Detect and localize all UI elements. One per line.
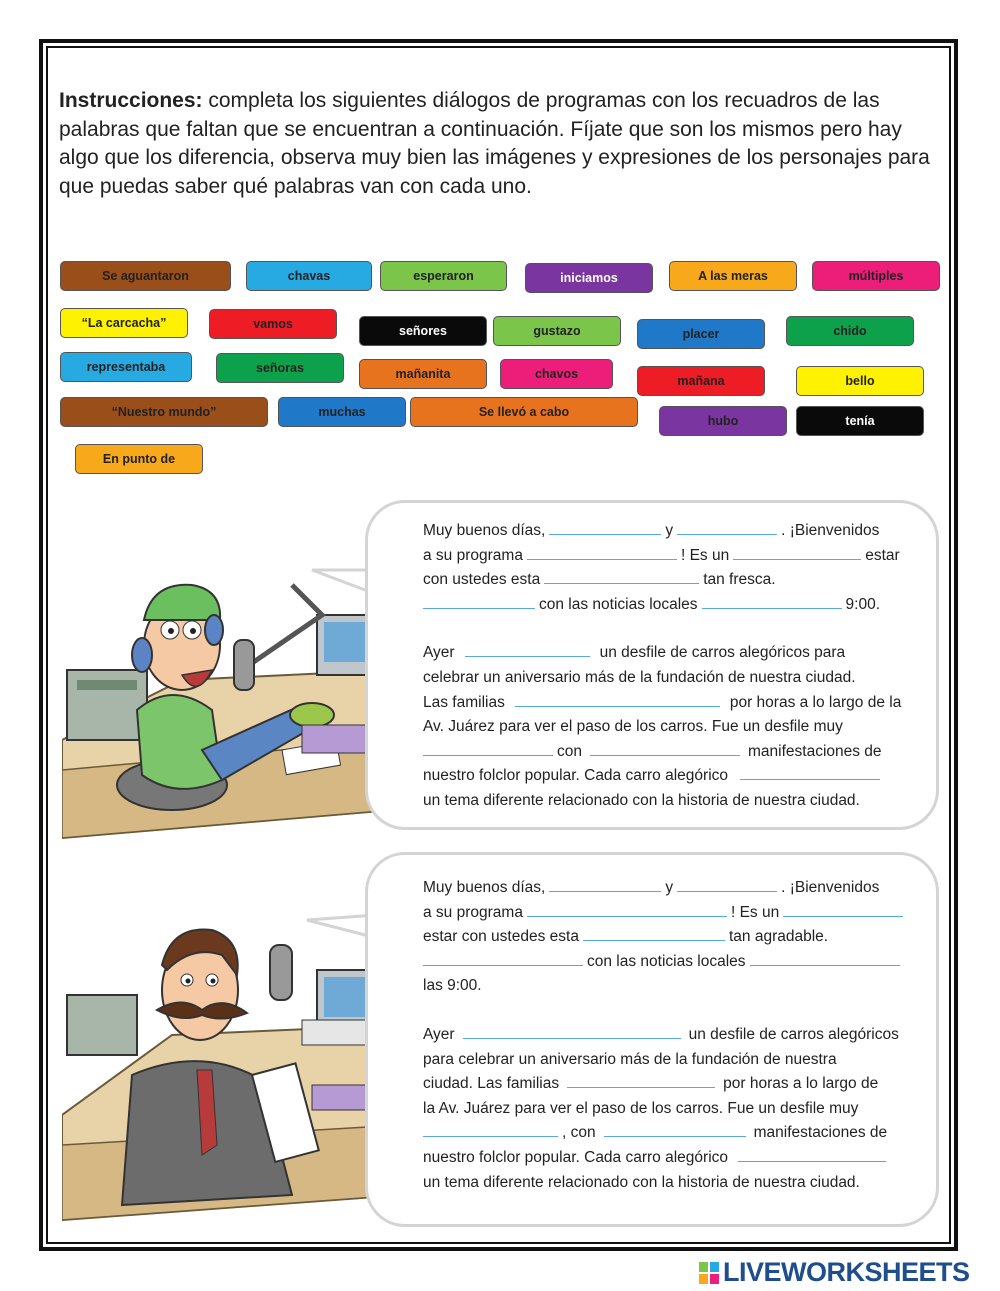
- word-chip[interactable]: iniciamos: [525, 263, 653, 293]
- word-chip[interactable]: bello: [796, 366, 924, 396]
- blank-input[interactable]: [738, 1147, 886, 1162]
- word-chip[interactable]: chavos: [500, 359, 613, 389]
- word-chip[interactable]: mañanita: [359, 359, 487, 389]
- word-chip[interactable]: señoras: [216, 353, 344, 383]
- blank-input[interactable]: [567, 1073, 715, 1088]
- microphone: [234, 640, 254, 690]
- word-chip[interactable]: muchas: [278, 397, 406, 427]
- dialog-1: Muy buenos días, y . ¡Bienvenidos a su programa ! Es un estar con ustedes esta tan fresca. con las noticias locales 9:00. Ayer un desfile de carros alegóricos para celebrar un aniversario más de la fundación de nuestra ciudad. Las familias por horas a lo largo de la Av. Juárez para ver el paso de los carros. Fue un desfile muy con manifestaciones de nuestro folclor popular. Cada carro alegórico un tema diferente relacionado con la historia de nuestra ciudad.: [423, 522, 902, 809]
- word-chip[interactable]: placer: [637, 319, 765, 349]
- instructions-label: Instrucciones:: [59, 89, 203, 112]
- blank-input[interactable]: [549, 877, 661, 892]
- word-chip[interactable]: chido: [786, 316, 914, 346]
- blank-input[interactable]: [515, 692, 720, 707]
- blank-input[interactable]: [750, 951, 900, 966]
- word-chip[interactable]: Se aguantaron: [60, 261, 231, 291]
- word-chip[interactable]: A las meras: [669, 261, 797, 291]
- instructions-paragraph: [59, 87, 944, 201]
- word-chip[interactable]: chavas: [246, 261, 372, 291]
- word-chip[interactable]: gustazo: [493, 316, 621, 346]
- blank-input[interactable]: [423, 951, 583, 966]
- word-chip[interactable]: “Nuestro mundo”: [60, 397, 268, 427]
- microphone: [270, 945, 292, 1000]
- cap: [144, 585, 220, 620]
- word-chip[interactable]: vamos: [209, 309, 337, 339]
- blank-input[interactable]: [783, 902, 903, 917]
- dialog-2: Muy buenos días, y . ¡Bienvenidos a su programa ! Es un estar con ustedes esta tan agradable. con las noticias locales las 9:00. Ayer un desfile de carros alegóricos para celebrar un aniversario más de la fundación de nuestra ciudad. Las familias por horas a lo largo de la Av. Juárez para ver el paso de los carros. Fue un desfile muy , con manifestaciones de nuestro folclor popular. Cada carro alegórico un tema diferente relacionado con la historia de nuestra ciudad.: [423, 876, 907, 1195]
- blank-input[interactable]: [423, 594, 535, 609]
- blank-input[interactable]: [677, 877, 777, 892]
- blank-input[interactable]: [604, 1122, 746, 1137]
- green-shirt: [137, 695, 222, 789]
- word-chip[interactable]: hubo: [659, 406, 787, 436]
- instructions-text: completa los siguientes diálogos de programas con los recuadros de las palabras que faltan que se encuentran a continuación. Fíjate que son los mismos pero hay algo que los diferencia, observa muy bien las imágenes y expresiones de los personajes para que puedas saber qué palabras van con cada uno.: [59, 89, 930, 198]
- blank-input[interactable]: [583, 926, 725, 941]
- word-chip[interactable]: tenía: [796, 406, 924, 436]
- word-chip[interactable]: representaba: [60, 352, 192, 382]
- blank-input[interactable]: [465, 642, 590, 657]
- blank-input[interactable]: [527, 902, 727, 917]
- liveworksheets-brand: LIVEWORKSHEETS: [723, 1257, 970, 1287]
- blank-input[interactable]: [463, 1024, 681, 1039]
- blank-input[interactable]: [740, 765, 880, 780]
- headphones-icon: [132, 638, 152, 672]
- liveworksheets-logo: [698, 1257, 970, 1288]
- blank-input[interactable]: [544, 569, 699, 584]
- word-chip[interactable]: esperaron: [380, 261, 507, 291]
- blank-input[interactable]: [423, 1122, 558, 1137]
- word-chip[interactable]: En punto de: [75, 444, 203, 474]
- word-chip[interactable]: “La carcacha”: [60, 308, 188, 338]
- blank-input[interactable]: [733, 545, 861, 560]
- audio-console: [67, 995, 137, 1055]
- blank-input[interactable]: [423, 741, 553, 756]
- word-chip[interactable]: mañana: [637, 366, 765, 396]
- word-chip[interactable]: múltiples: [812, 261, 940, 291]
- word-chip[interactable]: señores: [359, 316, 487, 346]
- blank-input[interactable]: [702, 594, 842, 609]
- blank-input[interactable]: [549, 520, 661, 535]
- liveworksheets-icon: [698, 1261, 720, 1285]
- word-chip[interactable]: Se llevó a cabo: [410, 397, 638, 427]
- blank-input[interactable]: [677, 520, 777, 535]
- blank-input[interactable]: [527, 545, 677, 560]
- blank-input[interactable]: [590, 741, 740, 756]
